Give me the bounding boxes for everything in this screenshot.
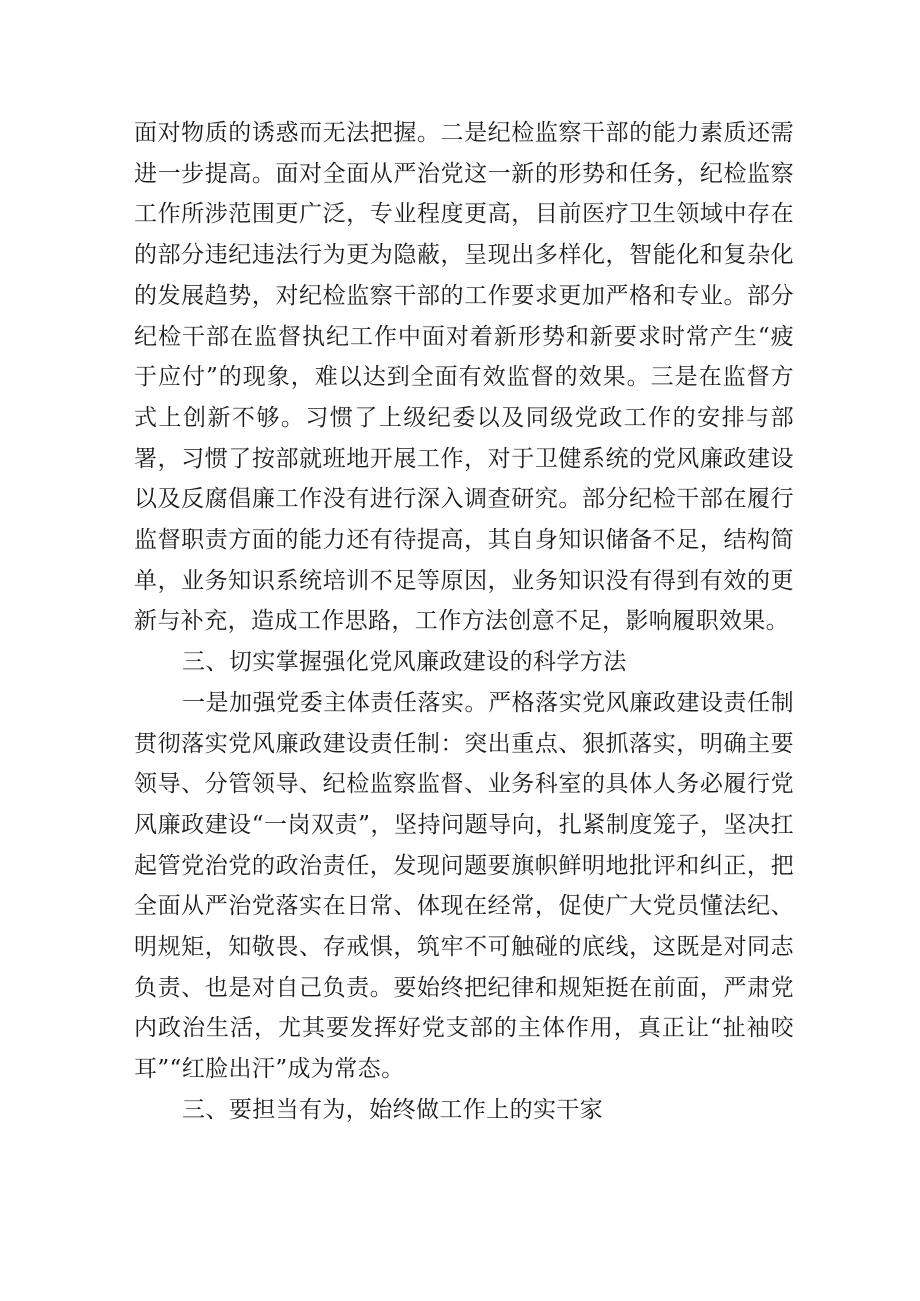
paragraph-party-responsibility: 一是加强党委主体责任落实。严格落实党风廉政建设责任制贯彻落实党风廉政建设责任制：突出重点、狠抓落实，明确主要领导、分管领导、纪检监察监督、业务科室的具体人务必履行党风廉政建设“一岗双责”，坚持问题导向，扎紧制度笼子，坚决扛起管党治党的政治责任，发现问题要旗帜鲜明地批评和纠正，把全面从严治党落实在日常、体现在经常，促使广大党员懂法纪、明规矩，知敬畏、存戒惧，筑牢不可触碰的底线，这既是对同志负责、也是对自己负责。要始终把纪律和规矩挺在前面，严肃党内政治生活，尤其要发挥好党支部的主体作用，真正让“扯袖咬耳”“红脸出汗”成为常态。 xyxy=(134,689,794,1083)
paragraph-problems-continued: 面对物质的诱惑而无法把握。二是纪检监察干部的能力素质还需进一步提高。面对全面从严治党这一新的形势和任务，纪检监察工作所涉范围更广泛，专业程度更高，目前医疗卫生领域中存在的部分违纪违法行为更为隐蔽，呈现出多样化，智能化和复杂化的发展趋势，对纪检监察干部的工作要求更加严格和专业。部分纪检干部在监督执纪工作中面对着新形势和新要求时常产生“疲于应付”的现象，难以达到全面有效监督的效果。三是在监督方式上创新不够。习惯了上级纪委以及同级党政工作的安排与部署，习惯了按部就班地开展工作，对于卫健系统的党风廉政建设以及反腐倡廉工作没有进行深入调查研究。部分纪检干部在履行监督职责方面的能力还有待提高，其自身知识储备不足，结构简单，业务知识系统培训不足等原因，业务知识没有得到有效的更新与补充，造成工作思路，工作方法创意不足，影响履职效果。 xyxy=(134,120,794,635)
section-heading-methods: 三、切实掌握强化党风廉政建设的科学方法 xyxy=(182,649,627,676)
section-heading-doer: 三、要担当有为，始终做工作上的实干家 xyxy=(182,1096,604,1123)
document-body xyxy=(134,113,794,1131)
